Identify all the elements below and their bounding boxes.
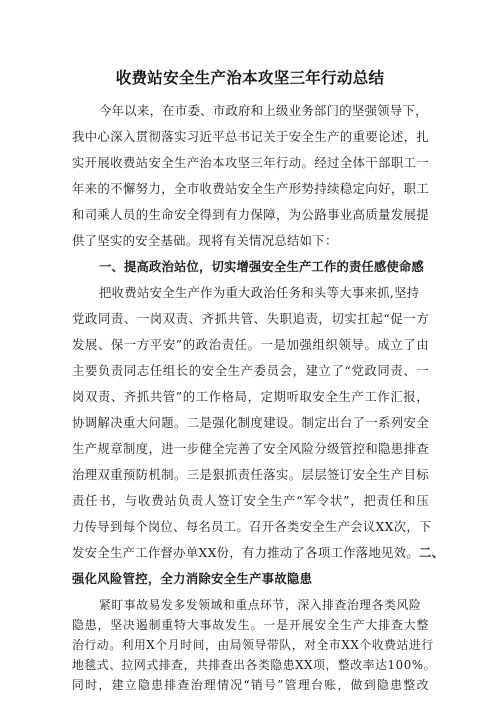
section-2-line: 治行动。利用X个月时间，由局领导带队，对全市XX个收费站进行	[72, 638, 434, 652]
section-1-line: 主要负责同志任组长的安全生产委员会，建立了“党政同责、一	[72, 364, 429, 378]
document-title: 收费站安全生产治本攻坚三年行动总结	[115, 69, 385, 87]
intro-line: 供了坚实的安全基础。现将有关情况总结如下：	[72, 234, 338, 248]
intro-line: 和司乘人员的生命安全得到有力保障，为公路事业高质量发展提	[72, 208, 429, 222]
section-1-last-line	[72, 543, 445, 561]
section-1-line: 党政同责、一岗双责、齐抓共管、失职追责，切实扛起“促一方	[72, 312, 429, 326]
section-2-line: 同时，建立隐患排查治理情况“销号”管理台账，做到隐患整改	[72, 678, 429, 692]
section-2-heading: 强化风险管控，全力消除安全生产事故隐患	[72, 572, 313, 586]
intro-line: 今年以来，在市委、市政府和上级业务部门的坚强领导下，	[99, 104, 428, 118]
section-1-line: 责任书，与收费站负责人签订安全生产“军令状”，把责任和压	[72, 494, 429, 508]
section-1-line: 力传导到每个岗位、每名员工。召开各类安全生产会议XX次，下	[72, 520, 432, 534]
section-1-line: 发展、保一方平安”的政治责任。一是加强组织领导。成立了由	[72, 338, 429, 352]
intro-line: 我中心深入贯彻落实习近平总书记关于安全生产的重要论述，扎	[72, 130, 429, 144]
section-2-line: 地毯式、拉网式排查，共排查出各类隐患XX项，整改率达100%。	[72, 658, 437, 672]
section-2-heading-number: 二、	[419, 546, 445, 560]
section-1-heading: 一、提高政治站位，切实增强安全生产工作的责任感使命感	[99, 260, 424, 274]
section-1-line: 把收费站安全生产作为重大政治任务和头等大事来抓,坚持	[99, 286, 420, 300]
section-1-line: 治理双重预防机制。三是狠抓责任落实。层层签订安全生产目标	[72, 468, 429, 482]
section-1-line: 生产规章制度，进一步健全完善了安全风险分级管控和隐患排查	[72, 442, 429, 456]
intro-line: 实开展收费站安全生产治本攻坚三年行动。经过全体干部职工一	[72, 156, 429, 170]
section-1-line: 协调解决重大问题。二是强化制度建设。制定出台了一系列安全	[72, 416, 429, 430]
section-2-line: 隐患，坚决遏制重特大事故发生。一是开展安全生产大排查大整	[72, 618, 429, 632]
section-2-line: 紧盯事故易发多发领域和重点环节，深入排查治理各类风险	[99, 598, 422, 612]
section-1-line: 发安全生产工作督办单XX份，有力推动了各项工作落地见效。	[72, 546, 420, 560]
section-1-line: 岗双责、齐抓共管”的工作格局，定期听取安全生产工作汇报，	[72, 390, 429, 404]
intro-line: 年来的不懈努力，全市收费站安全生产形势持续稳定向好，职工	[72, 182, 429, 196]
